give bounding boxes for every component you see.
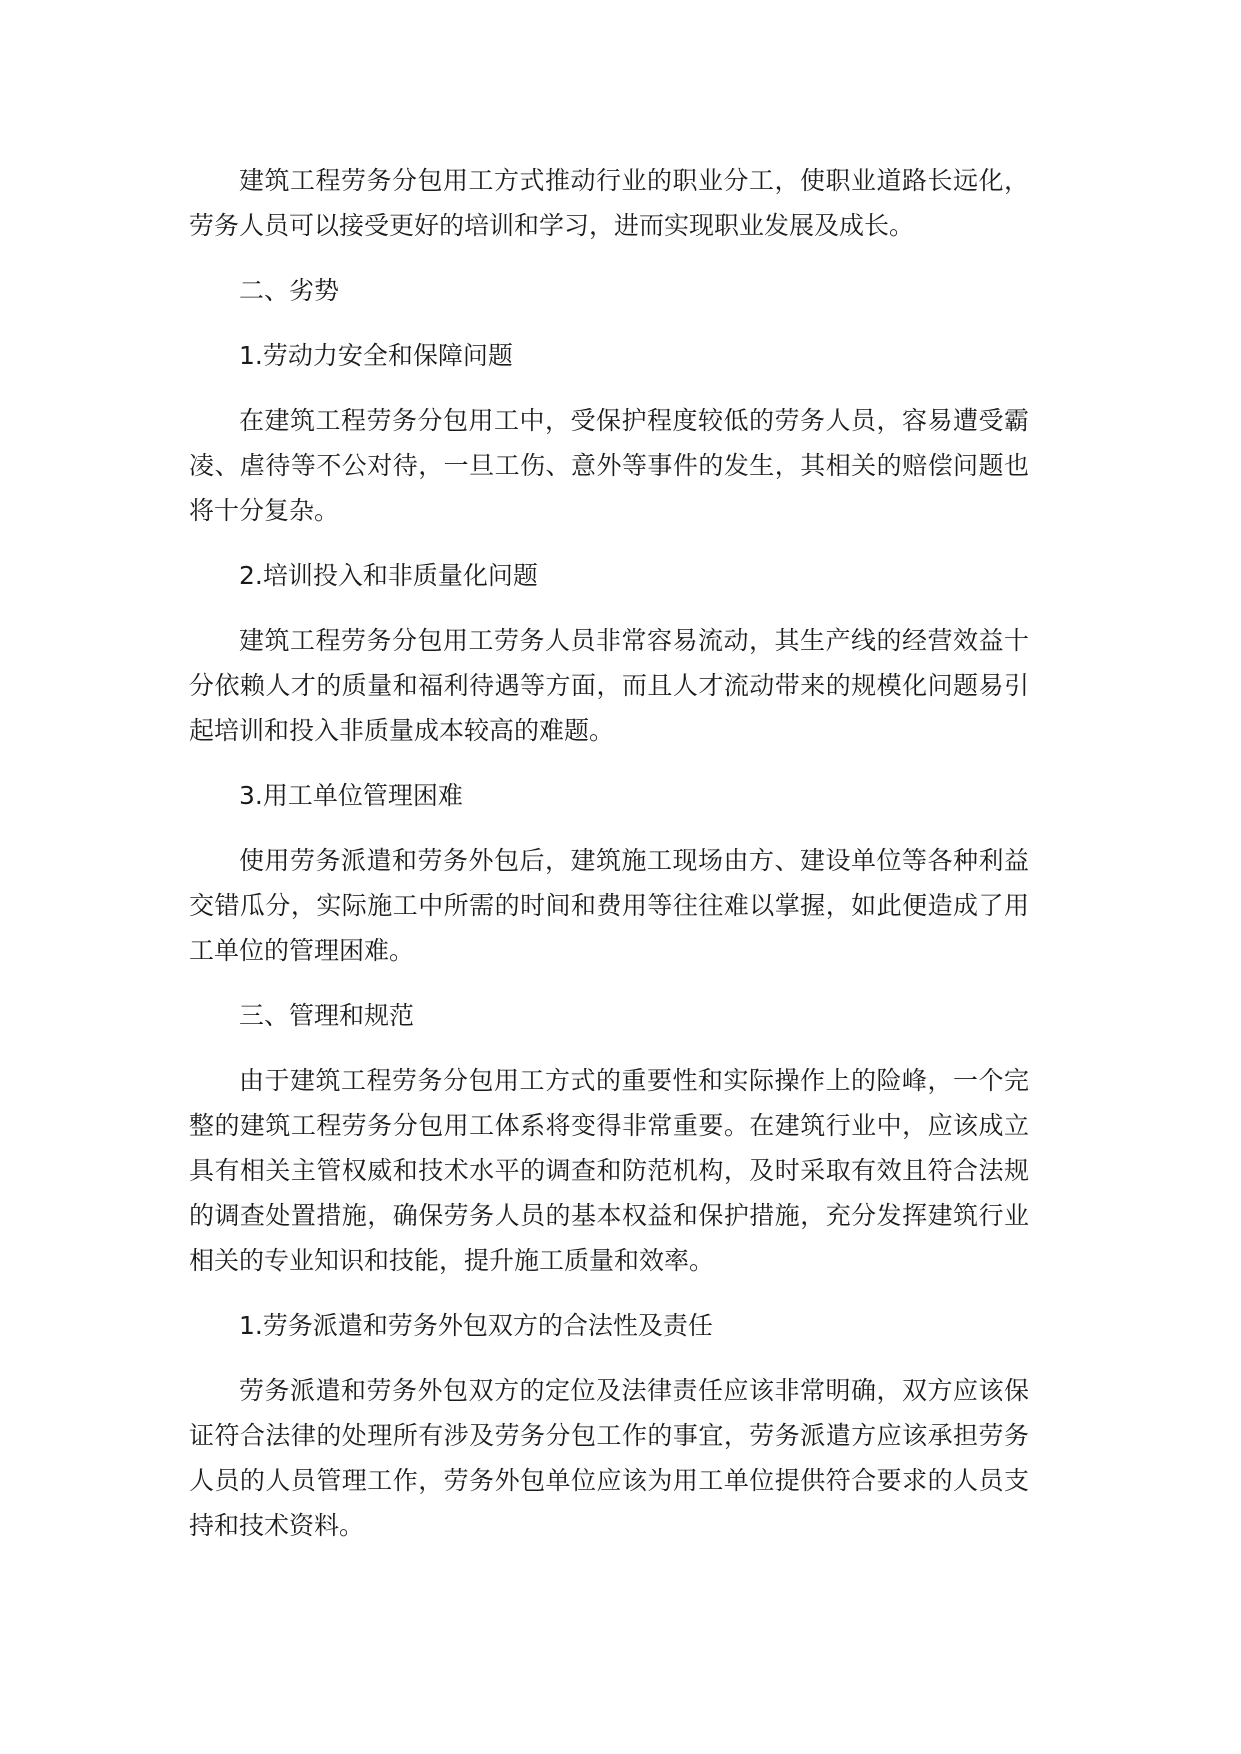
subheading-legality-responsibility: 1.劳务派遣和劳务外包双方的合法性及责任 — [239, 1311, 713, 1340]
paragraph-career-development: 建筑工程劳务分包用工方式推动行业的职业分工，使职业道路长远化，劳务人员可以接受更好的培训和学习，进而实现职业发展及成长。 — [189, 166, 1029, 240]
document-body — [189, 158, 1029, 1568]
paragraph-management-difficulty: 使用劳务派遣和劳务外包后，建筑施工现场由方、建设单位等各种利益交错瓜分，实际施工中所需的时间和费用等往往难以掌握，如此便造成了用工单位的管理困难。 — [189, 846, 1029, 965]
section-heading-management-norms: 三、管理和规范 — [239, 1001, 415, 1030]
subheading-labor-safety: 1.劳动力安全和保障问题 — [239, 341, 513, 370]
paragraph-legality-responsibility: 劳务派遣和劳务外包双方的定位及法律责任应该非常明确，双方应该保证符合法律的处理所有涉及劳务分包工作的事宜，劳务派遣方应该承担劳务人员的人员管理工作，劳务外包单位应该为用工单位提供符合要求的人员支持和技术资料。 — [189, 1376, 1029, 1540]
subheading-management-difficulty: 3.用工单位管理困难 — [239, 781, 463, 810]
subheading-training-investment: 2.培训投入和非质量化问题 — [239, 561, 538, 590]
paragraph-training-investment: 建筑工程劳务分包用工劳务人员非常容易流动，其生产线的经营效益十分依赖人才的质量和福利待遇等方面，而且人才流动带来的规模化问题易引起培训和投入非质量成本较高的难题。 — [189, 626, 1029, 745]
paragraph-management-norms: 由于建筑工程劳务分包用工方式的重要性和实际操作上的险峰，一个完整的建筑工程劳务分包用工体系将变得非常重要。在建筑行业中，应该成立具有相关主管权威和技术水平的调查和防范机构，及时采取有效且符合法规的调查处置措施，确保劳务人员的基本权益和保护措施，充分发挥建筑行业相关的专业知识和技能，提升施工质量和效率。 — [189, 1066, 1029, 1275]
paragraph-labor-safety: 在建筑工程劳务分包用工中，受保护程度较低的劳务人员，容易遭受霸凌、虐待等不公对待，一旦工伤、意外等事件的发生，其相关的赔偿问题也将十分复杂。 — [189, 406, 1029, 525]
section-heading-disadvantages: 二、劣势 — [239, 276, 340, 305]
